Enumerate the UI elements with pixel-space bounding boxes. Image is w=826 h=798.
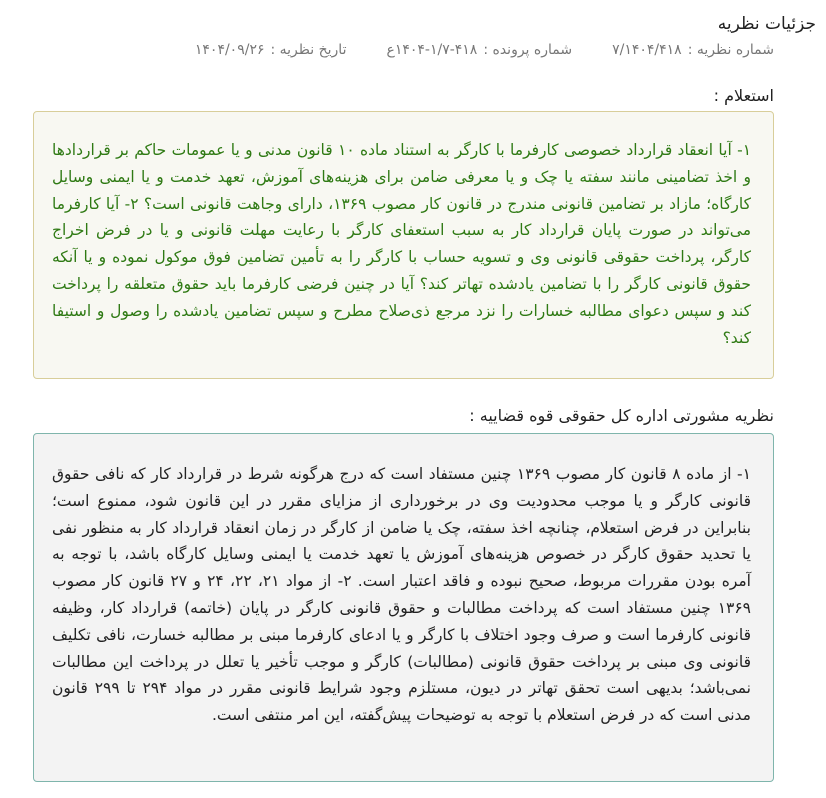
opinion-date-value: ۱۴۰۴/۰۹/۲۶ <box>194 42 265 58</box>
opinion-metadata <box>195 42 774 58</box>
opinion-label: نظریه مشورتی اداره کل حقوقی قوه قضاییه : <box>469 406 774 425</box>
opinion-text: ۱- از ماده ۸ قانون کار مصوب ۱۳۶۹ چنین مستفاد است که درج هرگونه شرط در قرارداد کار که نافی حقوق قانونی کارگر و یا موجب محدودیت وی در برخورداری از مزایای مقرر در این قانون شود، ممنوع است؛ بنابراین در فرض استعلام، چنانچه اخذ سفته، چک یا ضامن از کارگر در زمان انعقاد قرارداد کار به منظور نفی یا تحدید حقوق کارگر در خصوص هزینه‌های آموزش یا تعهد خدمت یا ایمنی وسایل کارگاه باشد، با توجه به آمره بودن مقررات مربوط، صحیح نبوده و فاقد اعتبار است. ۲- از مواد ۲۱، ۲۲، ۲۴ و ۲۷ قانون کار مصوب ۱۳۶۹ چنین مستفاد است که پرداخت مطالبات و حقوق قانونی کارگر در پایان (خاتمه) قرارداد کار، وظیفه قانونی کارفرما است و صرف وجود اختلاف با کارگر و یا ادعای کارفرما مبنی بر مطالبه خسارت، نافی تکلیف قانونی وی مبنی بر پرداخت حقوق قانونی (مطالبات) کارگر و موجب تأخیر یا تعلل در پرداخت این مطالبات نمی‌باشد؛ بدیهی است تحقق تهاتر در دیون، مستلزم وجود شرایط قانونی مقرر در مواد ۲۹۴ تا ۲۹۹ قانون مدنی است که در فرض استعلام با توجه به توضیحات پیش‌گفته، این امر منتفی است. <box>52 465 751 725</box>
page-title: جزئیات نظریه <box>717 14 816 34</box>
inquiry-label: استعلام : <box>713 86 774 105</box>
file-number-value: ۱۴۰۴-۱/۷-۴۱۸ع <box>386 42 478 58</box>
opinion-number <box>612 42 774 58</box>
inquiry-text: ۱- آیا انعقاد قرارداد خصوصی کارفرما با کارگر به استناد ماده ۱۰ قانون مدنی و یا عمومات حاکم بر قراردادها و اخذ تضامینی مانند سفته یا چک و یا معرفی ضامن برای هزینه‌های آموزش، تعهد خدمت و یا ایمنی وسایل کارگاه؛ مازاد بر تضامین قانونی مندرج در قانون کار مصوب ۱۳۶۹، دارای وجاهت قانونی است؟ ۲- آیا کارفرما می‌تواند در صورت پایان قرارداد کار به سبب استعفای کارگر با رعایت مهلت قانونی و یا در فرض اخراج کارگر، پرداخت حقوقی قانونی وی و تسویه حساب با کارگر را به تأمین تضامین فوق موکول نموده و یا آنکه حقوق قانونی کارگر را با تضامین یادشده تهاتر کند؟ آیا در چنین فرضی کارفرما باید حقوق متعلقه را پرداخت کند و سپس دعوای مطالبه خسارات را نزد مرجع ذی‌صلاح مطرح و سپس تضامین یادشده را وصول و استیفا کند؟ <box>52 141 752 347</box>
file-number <box>386 42 572 58</box>
file-number-label: شماره پرونده : <box>483 42 573 58</box>
opinion-box <box>33 433 774 782</box>
inquiry-box <box>33 111 774 379</box>
opinion-number-value: ۷/۱۴۰۴/۴۱۸ <box>612 42 682 58</box>
opinion-number-label: شماره نظریه : <box>687 42 774 58</box>
opinion-date-label: تاریخ نظریه : <box>270 42 347 58</box>
opinion-date <box>195 42 347 58</box>
